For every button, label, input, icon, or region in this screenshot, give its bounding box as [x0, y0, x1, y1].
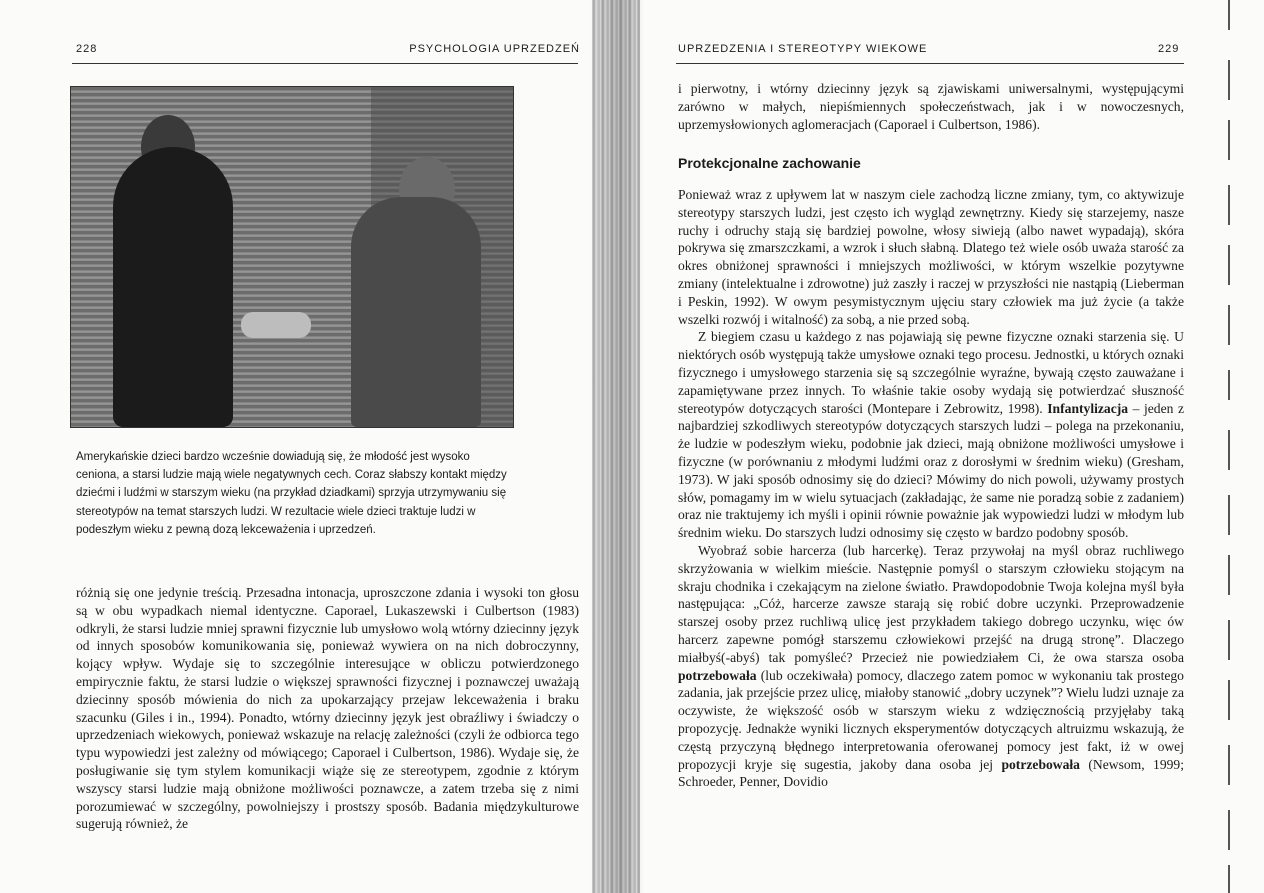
scan-mark [1228, 680, 1230, 720]
scan-mark [1228, 0, 1230, 30]
scan-mark [1228, 745, 1230, 785]
intro-paragraph: i pierwotny, i wtórny dziecinny język są zjawiskami uniwersalnymi, występującymi zarówno w małych, niepiśmiennych społeczeństwach, jak i w nowoczesnych, uprzemysłowionych aglomeracjach (Caporael i Culbertson, 1986). [678, 81, 1184, 132]
term-infantylizacja: Infantylizacja [1047, 400, 1129, 416]
right-header-rule [676, 63, 1184, 64]
right-page-number: 229 [1158, 43, 1180, 55]
photo-caption: Amerykańskie dzieci bardzo wcześnie dowiadują się, że młodość jest wysoko ceniona, a starsi ludzie mają wiele negatywnych cech. Coraz słabszy kontakt między dziećmi i ludźmi w starszym wieku (na przykład dziadkami) sprzyja utrzymywaniu się stereotypów na temat starszych ludzi. W rezultacie wiele dzieci traktuje ludzi w podeszłym wieku z pewną dozą lekceważenia i uprzedzeń. [76, 451, 507, 536]
scan-mark [1228, 865, 1230, 893]
scan-mark [1228, 555, 1230, 595]
emphasis-potrzebowala-1: potrzebowała [678, 667, 757, 683]
paragraph-2 [678, 328, 1184, 542]
scan-mark [1228, 60, 1230, 100]
left-header-rule [72, 63, 578, 64]
scan-mark [1228, 810, 1230, 850]
paragraph-3-part-b: (lub oczekiwała) pomocy, dlaczego zatem pomoc w wykonaniu tak prostego zadania, jak przejście przez ulicę, miałoby stanowić „dobry uczynek”? Wielu ludzi uznaje za oczywiste, że większość osób w starszym wieku z wdzięcznością przyjęłaby taką propozycję. Jednakże wyniki licznych eksperymentów dotyczących altruizmu wskazują, że częstą przyczyną błędnego interpretowania oferowanej pomocy jest fakt, iż w owej propozycji kryje się sugestia, jakoby dana osoba jej [678, 667, 1184, 772]
photo-woman [113, 147, 233, 427]
left-running-head: PSYCHOLOGIA UPRZEDZEŃ [409, 43, 580, 55]
paragraph-1: Ponieważ wraz z upływem lat w naszym ciele zachodzą liczne zmiany, tym, co aktywizuje stereotypy starszych ludzi, jest często ich wygląd zewnętrzny. Kiedy się starzejemy, nasze ruchy i odruchy stają się bardziej powolne, włosy siwieją (albo nawet wypadają), skóra pokrywa się zmarszczkami, a wzrok i słuch słabną. Dlatego też wiele osób uważa starość za okres obniżonej sprawności i mniejszych możliwości, w którym wszelkie pozytywne zmiany (intelektualne i zdrowotne) już zaszły i raczej w przyszłości nie nastąpią (Lieberman i Peskin, 1992). W owym pesymistycznym ujęciu stary człowiek ma już życie (a także wszelki rozwój i witalność) za sobą, a nie przed sobą. [678, 187, 1184, 327]
section-heading: Protekcjonalne zachowanie [678, 155, 861, 171]
paragraph-3-part-a: Wyobraź sobie harcerza (lub harcerkę). Teraz przywołaj na myśl obraz ruchliwego skrzyżowania w wielkim mieście. Następnie pomyśl o starszym człowieku stojącym na skraju chodnika i czekającym na zielone światło. Prawdopodobnie Twoja kolejna myśl była następująca: „Cóż, harcerze zawsze starają się robić dobre uczynki. Przeprowadzenie starszej osoby przez ruchliwą ulicę jest przykładem takiego dobrego uczynku, więc ów harcerz zapewne pomógł starszemu człowiekowi przejść na drugą stronę”. Dlaczego miałbyś(-abyś) tak pomyśleć? Przecież nie powiedziałem Ci, że owa starsza osoba [678, 542, 1184, 665]
scan-mark [1228, 495, 1230, 535]
paragraph-3-part-c: (Newsom, 1999; Schroeder, Penner, Dovidio [678, 756, 1184, 790]
photo-hands [241, 312, 311, 338]
scan-mark [1228, 620, 1230, 660]
right-running-head: UPRZEDZENIA I STEREOTYPY WIEKOWE [678, 43, 928, 55]
photo-man [351, 197, 481, 427]
scan-mark [1228, 120, 1230, 160]
left-body-text [76, 584, 579, 833]
left-page [0, 0, 600, 893]
scan-mark [1228, 185, 1230, 225]
scan-mark [1228, 430, 1230, 470]
scan-mark [1228, 370, 1230, 400]
photograph [70, 86, 514, 428]
right-intro-text [678, 80, 1184, 133]
paragraph-2-part-b: – jeden z najbardziej szkodliwych stereotypów dotyczących starszych ludzi – polega na przekonaniu, że ludzie w podeszłym wieku, podobnie jak dzieci, mają obniżone możliwości umysłowe i fizyczne (w porównaniu z młodymi ludźmi oraz z dorosłymi w średnim wieku) (Gresham, 1973). W jaki sposób odnosimy się do dzieci? Mówimy do nich powoli, używamy prostych słów, pomagamy im w wielu sytuacjach (zakładając, że same nie poradzą sobie z zadaniem) oraz nie traktujemy ich myśli i opinii równie poważnie jak wypowiedzi ludzi w młodym lub średnim wieku. Do starszych ludzi odnosimy się często w bardzo podobny sposób. [678, 400, 1184, 541]
left-page-number: 228 [76, 43, 98, 55]
scan-mark [1228, 305, 1230, 345]
paragraph-3 [678, 542, 1184, 791]
left-paragraph: różnią się one jedynie treścią. Przesadna intonacja, uproszczone zdania i wysoki ton głosu są w obu wypadkach niemal identyczne. Caporael, Lukaszewski i Culbertson (1983) odkryli, że starsi ludzie mniej sprawni fizycznie lub umysłowo wolą wtórny dziecinny język od innych sposobów komunikowania się, ponieważ wywiera on na nich dobroczynny, kojący wpływ. Wydaje się to szczególnie interesujące w obliczu potwierdzonego empirycznie faktu, że starsi ludzie o większej sprawności fizycznej i poznawczej uważają dziecinny sposób mówienia do nich za upokarzający przejaw lekceważenia i braku szacunku (Giles i in., 1994). Ponadto, wtórny dziecinny język jest obraźliwy i świadczy o uprzedzeniach wiekowych, ponieważ wskazuje na relację zależności (czyli że odbiorca tego typu wypowiedzi jest zależny od mówiącego; Caporael i Culbertson, 1986). Wydaje się, że posługiwanie się tym stylem komunikacji wiąże się ze stereotypem, zgodnie z którym wszyscy starsi ludzie mają obniżone możliwości poznawcze, a zatem trzeba się z nimi porozumiewać w szczególny, powolniejszy i prostszy sposób. Badania międzykulturowe sugerują również, że [76, 585, 579, 832]
scan-mark [1228, 245, 1230, 285]
right-body-text [678, 186, 1184, 791]
emphasis-potrzebowala-2: potrzebowała [1001, 756, 1080, 772]
gutter-shadow [590, 0, 644, 893]
paragraph-2-part-a: Z biegiem czasu u każdego z nas pojawiają się pewne fizyczne oznaki starzenia się. U niektórych osób występują także umysłowe oznaki tego procesu. Jednostki, u których oznaki fizycznego i umysłowego starzenia się są szczególnie wyraźne, bywają często zauważane i zapamiętywane przez innych. To właśnie takie osoby wydają się potwierdzać słuszność stereotypów dotyczących starości (Montepare i Zebrowitz, 1998). [678, 329, 1184, 416]
